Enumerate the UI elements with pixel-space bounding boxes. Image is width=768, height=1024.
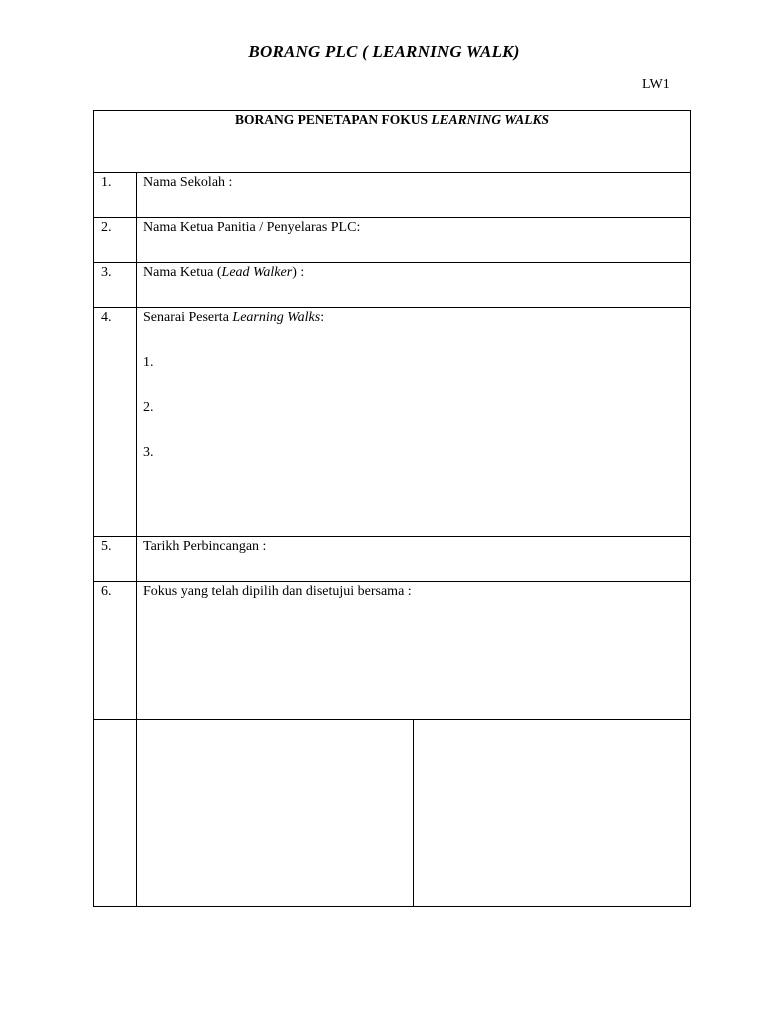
table-row [94,720,691,907]
document-title: BORANG PLC ( LEARNING WALK) [248,42,520,61]
panel-head-label: Nama Ketua Panitia / Penyelaras PLC: [143,220,361,235]
participant-item: 3. [143,445,154,460]
lead-walker-label-start: Nama Ketua ( [143,265,222,280]
form-table [93,110,691,907]
participants-label-italic: Learning Walks [232,310,321,325]
lead-walker-label-italic: Lead Walker [221,265,293,280]
form-code: LW1 [642,77,670,92]
table-row [94,582,691,720]
panel-head-field[interactable] [137,218,691,263]
row-number: 1. [94,173,137,218]
table-row [94,263,691,308]
discussion-date-field[interactable] [137,537,691,582]
blank-right-cell[interactable] [414,720,691,907]
blank-number-cell [94,720,137,907]
form-heading [94,111,691,173]
focus-field[interactable] [137,582,691,720]
form-heading-italic: LEARNING WALKS [431,112,550,127]
row-number: 6. [94,582,137,720]
lead-walker-field[interactable] [137,263,691,308]
form-heading-text: BORANG PENETAPAN FOKUS [234,112,432,127]
school-name-field[interactable] [137,173,691,218]
row-number: 5. [94,537,137,582]
participants-label-end: : [320,310,325,325]
row-number: 3. [94,263,137,308]
participant-item: 2. [143,400,154,415]
participant-item: 1. [143,355,154,370]
discussion-date-label: Tarikh Perbincangan : [143,539,267,554]
table-row [94,308,691,537]
school-name-label: Nama Sekolah : [143,175,233,190]
table-row [94,537,691,582]
table-header-row [94,111,691,173]
focus-label: Fokus yang telah dipilih dan disetujui bersama : [143,584,412,599]
row-number: 2. [94,218,137,263]
row-number: 4. [94,308,137,537]
participants-field[interactable] [137,308,691,537]
table-row [94,218,691,263]
participants-label-start: Senarai Peserta [143,310,233,325]
blank-left-cell[interactable] [137,720,414,907]
lead-walker-label-end: ) : [292,265,305,280]
table-row [94,173,691,218]
